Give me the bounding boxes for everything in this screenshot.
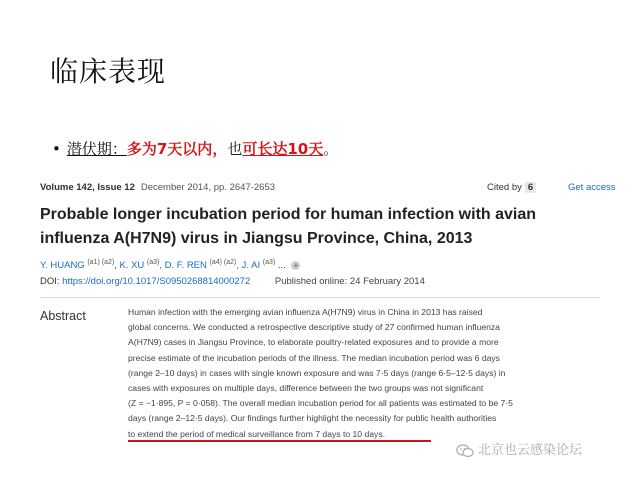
watermark	[456, 439, 582, 458]
author-link[interactable]: K. XU	[119, 260, 145, 272]
cited-count-badge: 6	[525, 182, 536, 193]
abstract-line: precise estimate of the incubation periods of the illness. The median incubation period was 6 days	[128, 352, 500, 363]
watermark-text: 北京也云感染论坛	[478, 443, 583, 458]
author-link[interactable]: J. AI	[241, 260, 261, 272]
abstract-line: global concerns. We conducted a retrospective descriptive study of 27 confirmed human influenza	[128, 322, 500, 333]
author-list: Y. HUANG $^{(a1) (a2)}$, K. XU $^{(a3)}$, D. F. REN $^{(a4) (a2)}$, J. AI $^{(a3)}$ ... +	[40, 259, 300, 271]
wechat-icon	[456, 444, 474, 458]
incubation-highlight-2: 可长达10天	[242, 140, 324, 158]
doi-row	[40, 276, 425, 287]
doi-label: DOI:	[40, 276, 60, 287]
author-link[interactable]: D. F. REN	[164, 260, 207, 272]
publication-date: December 2014, pp. 2647-2653	[140, 182, 276, 193]
get-access-link[interactable]: Get access	[568, 182, 616, 193]
volume-issue: Volume 142, Issue 12	[40, 182, 135, 193]
article-meta-row	[40, 182, 620, 196]
abstract-body	[128, 305, 606, 442]
doi-link[interactable]: https://doi.org/10.1017/S0950268814000272	[62, 276, 251, 287]
cited-by-label: Cited by	[487, 182, 522, 193]
author-affiliation: (a1) (a2)	[87, 259, 115, 266]
incubation-connector: 也	[227, 140, 243, 158]
author-affiliation: (a3)	[146, 259, 160, 266]
abstract-line: Human infection with the emerging avian influenza A(H7N9) virus in China in 2013 has raised	[128, 307, 483, 317]
author-link[interactable]: Y. HUANG	[40, 260, 85, 272]
cited-by[interactable]	[487, 182, 536, 193]
incubation-period-end: 。	[323, 140, 339, 158]
expand-authors-plus-icon[interactable]: +	[291, 261, 300, 270]
published-online: Published online: 24 February 2014	[274, 276, 425, 287]
abstract-line: cases with exposures on multiple days, difference between the two groups was not significant	[128, 383, 484, 394]
abstract-line: to extend the period of medical surveillance from 7 days to 10 days.	[128, 428, 385, 439]
abstract-heading: Abstract	[40, 309, 86, 323]
abstract-line: days (range 2–12·5 days). Our findings further highlight the necessity for public health authorities	[128, 413, 497, 424]
article-title: Probable longer incubation period for human infection with avian influenza A(H7N9) virus in Jiangsu Province, China, 2013	[40, 206, 537, 247]
abstract-line: (range 2–10 days) in cases with single known exposure and was 7·5 days (range 6·5–12·5 days) in	[128, 367, 506, 378]
section-divider	[40, 297, 600, 298]
abstract-line: (Z = −1·895, P = 0·058). The overall median incubation period for all patients was estimated to be 7·5	[128, 398, 513, 409]
abstract-line: A(H7N9) cases in Jiangsu Province, to elaborate poultry-related exposures and to provide a more	[128, 337, 499, 348]
author-affiliation: (a4) (a2)	[209, 259, 237, 266]
incubation-bullet	[52, 138, 338, 159]
highlight-underline	[128, 440, 431, 442]
slide-title: 临床表现	[50, 55, 167, 88]
bullet-dot: •	[52, 140, 61, 158]
author-affiliation: (a3)	[262, 259, 276, 266]
incubation-highlight-1: 多为7天以内，	[126, 140, 228, 158]
more-authors-ellipsis: ...	[277, 260, 286, 272]
incubation-label: 潜伏期：	[66, 140, 127, 158]
